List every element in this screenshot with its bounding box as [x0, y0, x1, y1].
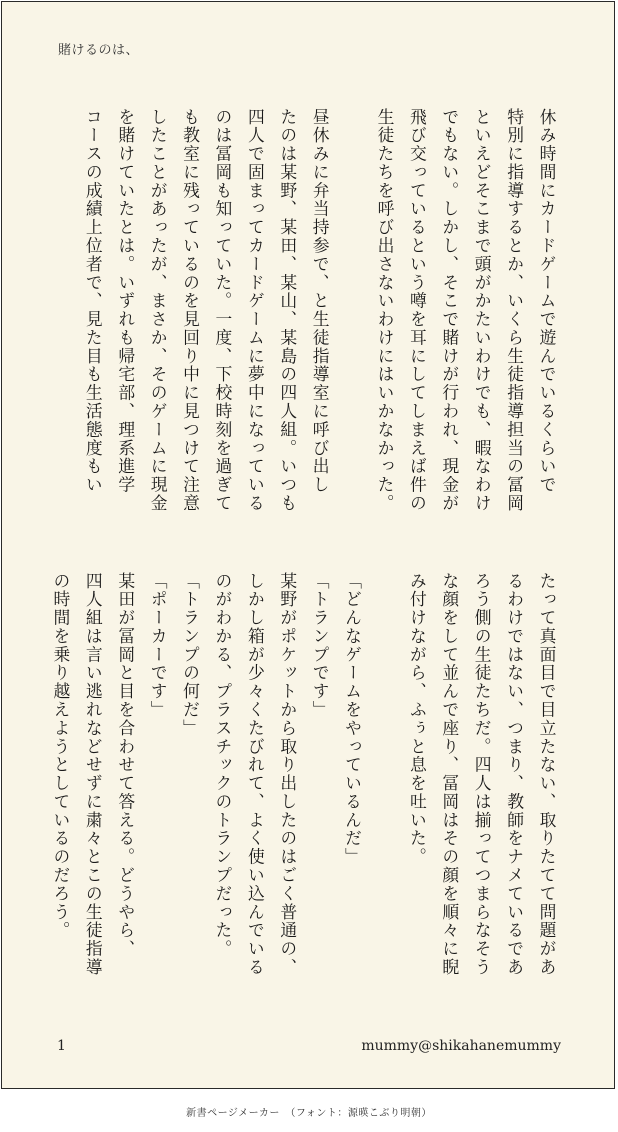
text-line: 「ポーカーです」	[148, 572, 169, 720]
text-line: 某田が冨岡と目を合わせて答える。どうやら、	[115, 572, 136, 959]
text-line: 飛び交っているという噂を耳にしてしまえば件の	[407, 108, 428, 513]
book-page	[1, 1, 615, 1089]
text-line: るわけではない、つまり、教師をナメているであ	[504, 572, 525, 977]
text-line: 四人組は言い逃れなどせずに粛々とこの生徒指導	[83, 572, 104, 977]
text-line: な顔をして並んで座り、冨岡はその顔を順々に睨	[439, 572, 460, 977]
text-line: を賭けていたとは。いずれも帰宅部、理系進学	[115, 108, 136, 495]
text-line: コースの成績上位者で、見た目も生活態度もい	[83, 108, 104, 495]
text-line: たのは某野、某田、某山、某島の四人組。いつも	[277, 108, 298, 513]
text-line: 「トランプです」	[310, 572, 331, 720]
text-line: 某野がポケットから取り出したのはごく普通の、	[277, 572, 298, 977]
text-line: 生徒たちを呼び出さないわけにはいかなかった。	[374, 108, 395, 513]
text-line: 「トランプの何だ」	[180, 572, 201, 738]
text-line: 四人で固まってカードゲームに夢中になっている	[245, 108, 266, 513]
text-block-top	[77, 108, 563, 528]
text-line: の時間を乗り越えようとしているのだろう。	[50, 572, 71, 940]
text-line: したことがあったが、まさか、そのゲームに現金	[148, 108, 169, 513]
chapter-header: 賭けるのは、	[58, 43, 140, 58]
page-number: 1	[57, 1038, 66, 1054]
text-line: といえどそこまで頭がかたいわけでも、暇なわけ	[472, 108, 493, 513]
text-line: も教室に残っているのを見回り中に見つけて注意	[180, 108, 201, 513]
text-line: のは冨岡も知っていた。一度、下校時刻を過ぎて	[212, 108, 233, 513]
text-line: 「どんなゲームをやっているんだ」	[342, 572, 363, 867]
text-line: 昼休みに弁当持参で、と生徒指導室に呼び出し	[310, 108, 331, 495]
text-block-bottom	[45, 572, 564, 992]
text-line: しかし箱が少々くたびれて、よく使い込んでいる	[245, 572, 266, 977]
text-line: み付けながら、ふぅと息を吐いた。	[407, 572, 428, 867]
author-handle: mummy@shikahanemummy	[361, 1038, 561, 1054]
text-line: 特別に指導するとか、いくら生徒指導担当の冨岡	[504, 108, 525, 513]
text-line: たって真面目で目立たない、取りたてて問題があ	[537, 572, 557, 977]
text-line: でもない。しかし、そこで賭けが行われ、現金が	[439, 108, 460, 513]
text-line	[369, 572, 401, 992]
text-line: 休み時間にカードゲームで遊んでいるくらいで	[537, 108, 557, 495]
app-footer: 新書ページメーカー （フォント：源暎こぶり明朝）	[186, 1108, 432, 1119]
text-line: ろう側の生徒たちだ。四人は揃ってつまらなそう	[472, 572, 493, 977]
text-line: のがわかる、プラスチックのトランプだった。	[212, 572, 233, 959]
text-line	[336, 108, 368, 528]
